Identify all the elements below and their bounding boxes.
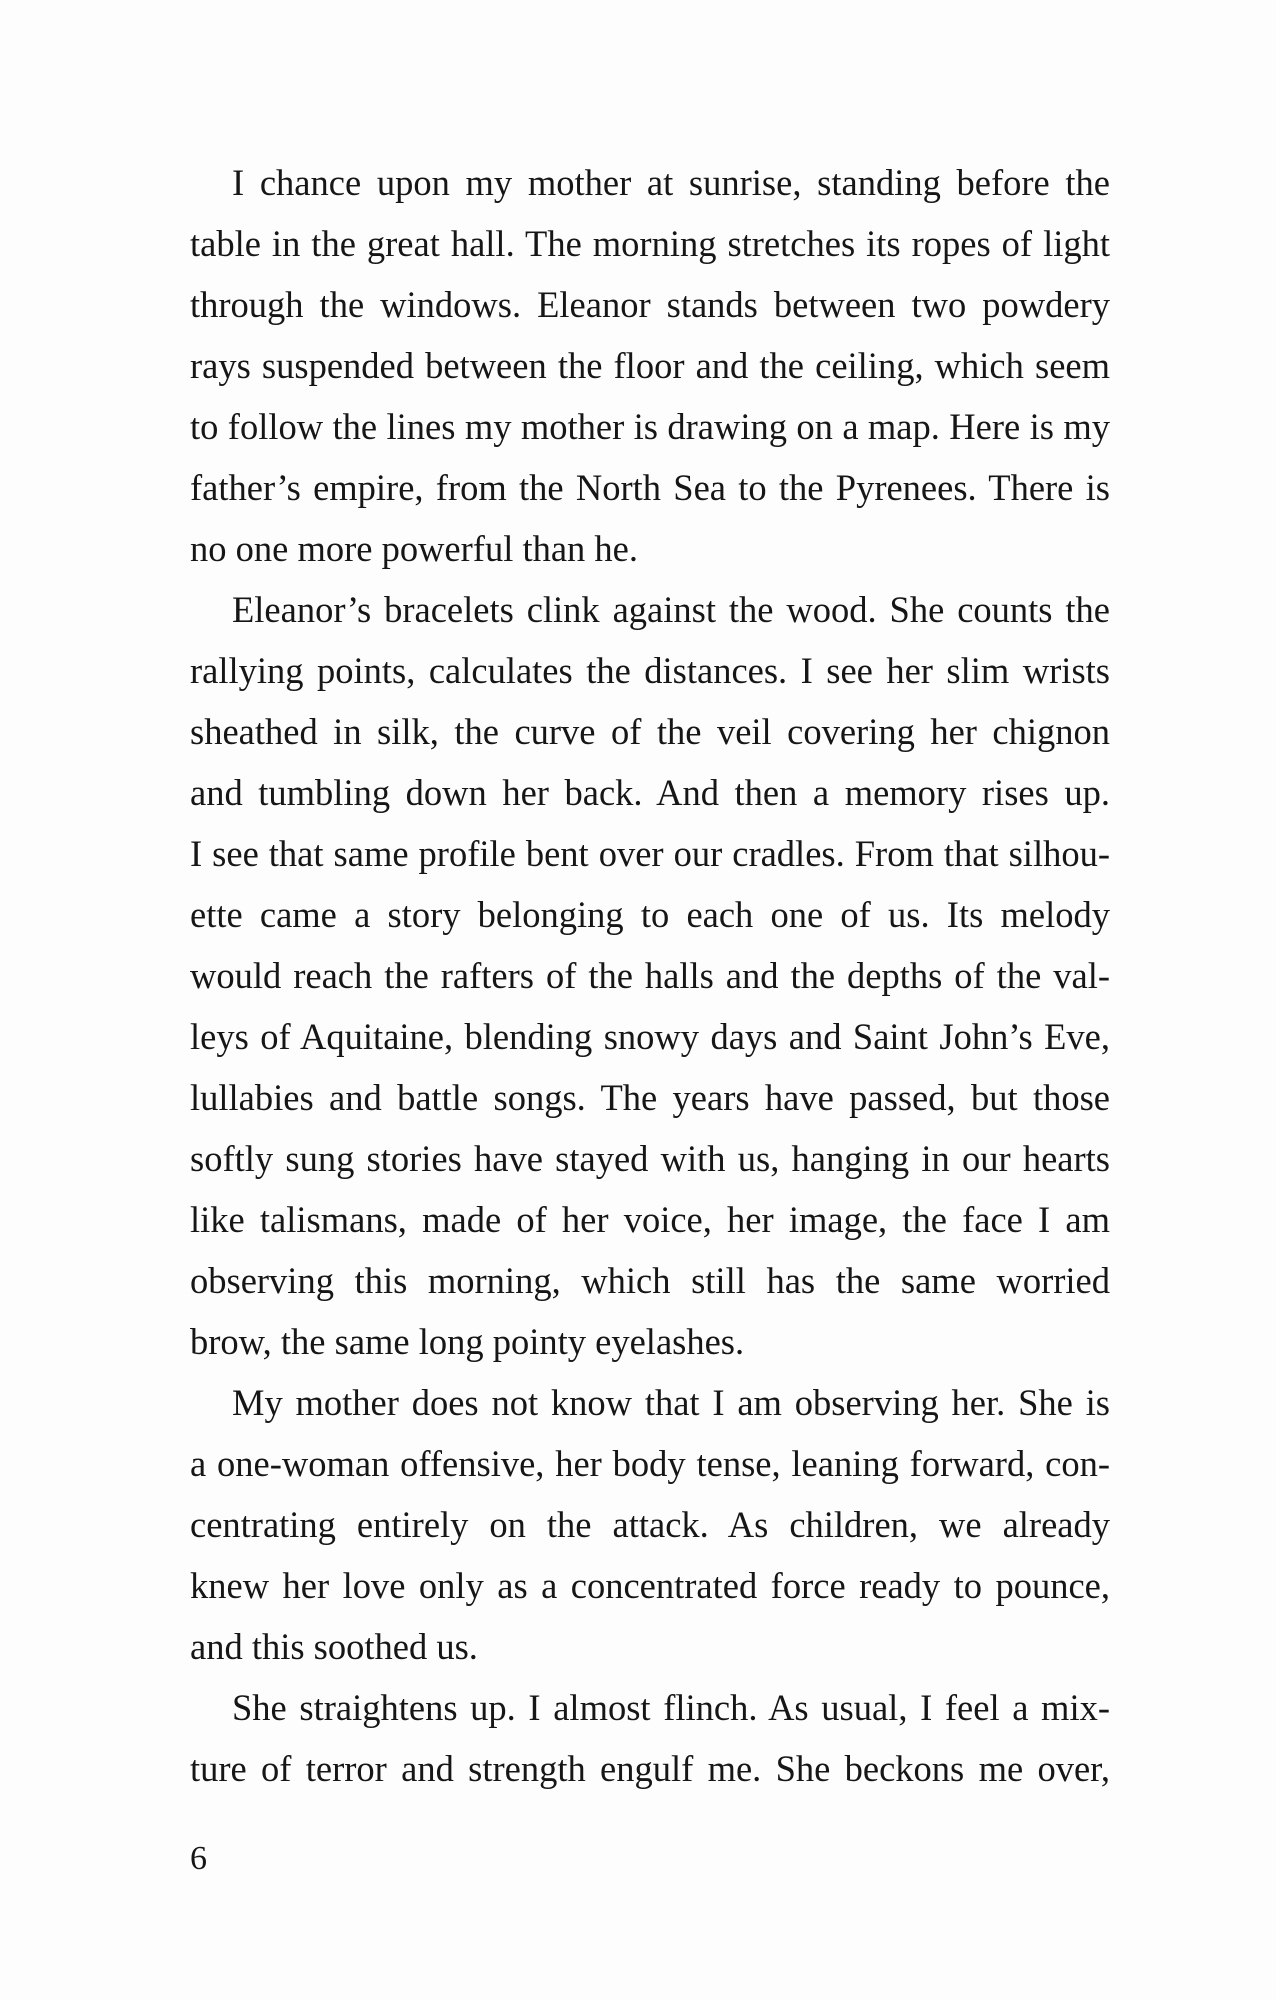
text-line: I chance upon my mother at sunrise, standing before the	[232, 162, 1110, 203]
text-line: and this soothed us.	[190, 1626, 478, 1667]
text-line: Eleanor’s bracelets clink against the wood. She counts the	[232, 589, 1110, 630]
text-line: lullabies and battle songs. The years have passed, but those	[190, 1077, 1110, 1118]
text-line: and tumbling down her back. And then a memory rises up.	[190, 772, 1110, 813]
text-line: ette came a story belonging to each one of us. Its melody	[190, 894, 1110, 935]
text-line: like talismans, made of her voice, her image, the face I am	[190, 1199, 1110, 1240]
text-line: I see that same profile bent over our cradles. From that silhou-	[190, 833, 1110, 874]
text-line: rays suspended between the floor and the ceiling, which seem	[190, 345, 1110, 386]
text-line: father’s empire, from the North Sea to the Pyrenees. There is	[190, 467, 1110, 508]
text-line: She straightens up. I almost flinch. As usual, I feel a mix-	[232, 1687, 1110, 1728]
text-line: knew her love only as a concentrated force ready to pounce,	[190, 1565, 1110, 1606]
text-line: leys of Aquitaine, blending snowy days and Saint John’s Eve,	[190, 1016, 1110, 1057]
text-line: no one more powerful than he.	[190, 528, 638, 569]
text-line: centrating entirely on the attack. As children, we already	[190, 1504, 1110, 1545]
text-line: would reach the rafters of the halls and the depths of the val-	[190, 955, 1110, 996]
text-line: a one-woman offensive, her body tense, leaning forward, con-	[190, 1443, 1110, 1484]
body-text	[190, 152, 1110, 1799]
text-line: softly sung stories have stayed with us, hanging in our hearts	[190, 1138, 1110, 1179]
text-line: observing this morning, which still has the same worried	[190, 1260, 1110, 1301]
text-line: rallying points, calculates the distances. I see her slim wrists	[190, 650, 1110, 691]
page-number: 6	[190, 1840, 207, 1877]
text-line: ture of terror and strength engulf me. She beckons me over,	[190, 1748, 1110, 1789]
text-line: through the windows. Eleanor stands between two powdery	[190, 284, 1110, 325]
text-line: brow, the same long pointy eyelashes.	[190, 1321, 745, 1362]
text-line: My mother does not know that I am observing her. She is	[232, 1382, 1110, 1423]
text-line: sheathed in silk, the curve of the veil covering her chignon	[190, 711, 1110, 752]
text-line: to follow the lines my mother is drawing on a map. Here is my	[190, 406, 1110, 447]
text-line: table in the great hall. The morning stretches its ropes of light	[190, 223, 1110, 264]
